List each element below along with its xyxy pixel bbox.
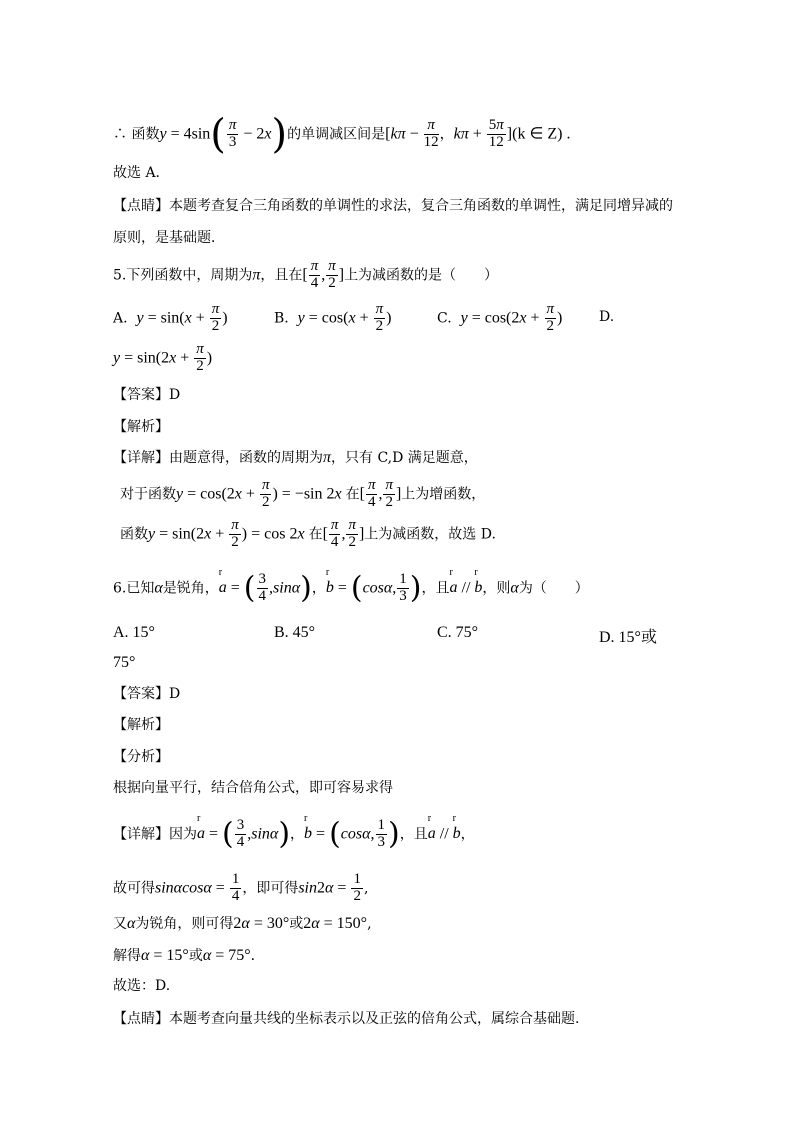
q6-option-a: A. 15° (113, 624, 155, 641)
q6-option-d-cont: 75° (113, 654, 136, 671)
text: π (252, 266, 261, 284)
text: 5.下列函数中，周期为 (113, 267, 253, 284)
q6-option-c: C. 75° (437, 624, 479, 641)
q5-option-a: A. y = sin(x + $\frac{\pi}{2}$ ) (113, 301, 228, 334)
text: ，即可得 (242, 880, 299, 897)
text: 解得 (113, 948, 141, 964)
q6-option-d: D. 15°或 (599, 629, 657, 646)
text: 在 (345, 486, 360, 503)
analysis-6: 【解析】 (113, 717, 169, 733)
text: 上为减函数，故选 D. (364, 526, 496, 543)
analysis-text-6: 根据向量平行，结合倍角公式，即可容易求得 (113, 780, 393, 796)
detail-6-line-2: 故可得sinαcosα = $\frac{1}{4}$ ，即可得sin2α = $\frac{1}{2}$ , (113, 871, 369, 904)
text: ，且 (399, 826, 428, 843)
text: π (323, 449, 332, 466)
question-6-stem: 6.已知α是锐角，r a = ( $\frac{3}{4}$ ,sinα)，r b = (cosα, $\frac{1}{3}$ )，且r a // r b，则α为（ ） (113, 572, 589, 605)
detail-5-line-3: 函数y = sin(2x + $\frac{\pi}{2}$ ) = cos 2x 在[ $\frac{\pi}{4}$ , $\frac{\pi}{2}$ ]上为减函数，故选 D. (120, 517, 496, 550)
text: 为锐角，则可得 (135, 916, 234, 932)
text: 上为增函数， (401, 486, 486, 503)
q5-option-c: C. y = cos(2x + $\frac{\pi}{2}$ ) (437, 301, 563, 334)
question-5-stem: 5.下列函数中，周期为π，且在[ $\frac{\pi}{4}$ , $\frac{\pi}{2}$ ]上为减函数的是（ ） (113, 258, 499, 291)
text: 6.已知 (113, 580, 155, 597)
text: 【详解】因为 (113, 826, 197, 843)
text: (k ∈ Z) . (512, 125, 571, 143)
remark-line-2: 原则，是基础题． (113, 230, 225, 246)
answer-5: 【答案】D (113, 387, 181, 403)
solution-line-1: ∴ 函数y = 4sin( $\frac{\pi}{3}$ − 2x)的单调减区间是[kπ − $\frac{\pi}{12}$ ，kπ + $\frac{5\pi}{12}$ ](k ∈ Z) . (113, 111, 571, 158)
text: C. (437, 310, 452, 327)
detail-6-line-1: 【详解】因为r a = ( $\frac{3}{4}$ ,sinα)，r b = (cosα, $\frac{1}{3}$ )，且r a // r b， (113, 818, 475, 851)
text: ，只有 C,D 满足题意， (331, 450, 478, 466)
text: A. (113, 310, 128, 327)
text: B. (274, 310, 289, 327)
text: 又 (113, 916, 127, 932)
text: 为（ ） (518, 580, 589, 597)
text: 或 (289, 916, 304, 932)
detail-5-line-1 (113, 450, 478, 466)
answer-6: 【答案】D (113, 686, 181, 702)
remark-line-1: 【点睛】本题考查复合三角函数的单调性的求法，复合三角函数的单调性，满足同增异减的 (113, 198, 673, 214)
text: 的单调减区间是 (287, 126, 386, 143)
text: 对于函数 (120, 486, 176, 503)
analysis-5: 【解析】 (113, 419, 169, 435)
text: 或 (188, 948, 203, 964)
text: ，且在 (260, 267, 303, 284)
analysis-heading-6: 【分析】 (113, 749, 169, 765)
text: 函数 (120, 526, 148, 543)
q6-option-b: B. 45° (274, 624, 316, 641)
q5-option-d-label: D. (599, 309, 615, 325)
text: 故可得 (113, 880, 155, 897)
detail-6-line-3: 又α为锐角，则可得2α = 30°或2α = 150°, (113, 915, 372, 932)
text: 在 (308, 526, 323, 543)
detail-6-line-4: 解得α = 15°或α = 75°. (113, 947, 256, 964)
detail-5-line-2: 对于函数y = cos(2x + $\frac{\pi}{2}$ ) = −sin 2x 在[ $\frac{\pi}{4}$ , $\frac{\pi}{2}$ ]上为增函数， (120, 477, 486, 510)
conclusion-6: 故选：D. (113, 978, 171, 994)
remark-6: 【点睛】本题考查向量共线的坐标表示以及正弦的倍角公式，属综合基础题. (113, 1011, 580, 1027)
q5-option-b: B. y = cos(x + $\frac{\pi}{2}$ ) (274, 301, 392, 334)
text: 【详解】由题意得，函数的周期为 (113, 450, 323, 466)
text: 上为减函数的是（ ） (344, 267, 499, 284)
conclusion-a: 故选 A. (113, 165, 161, 181)
text: ，且 (421, 580, 450, 597)
q5-option-d: y = sin(2x + $\frac{\pi}{2}$ ) (113, 341, 213, 374)
text: ，则 (482, 580, 511, 597)
text: 是锐角， (162, 580, 219, 597)
text: ∴ 函数 (113, 126, 160, 143)
